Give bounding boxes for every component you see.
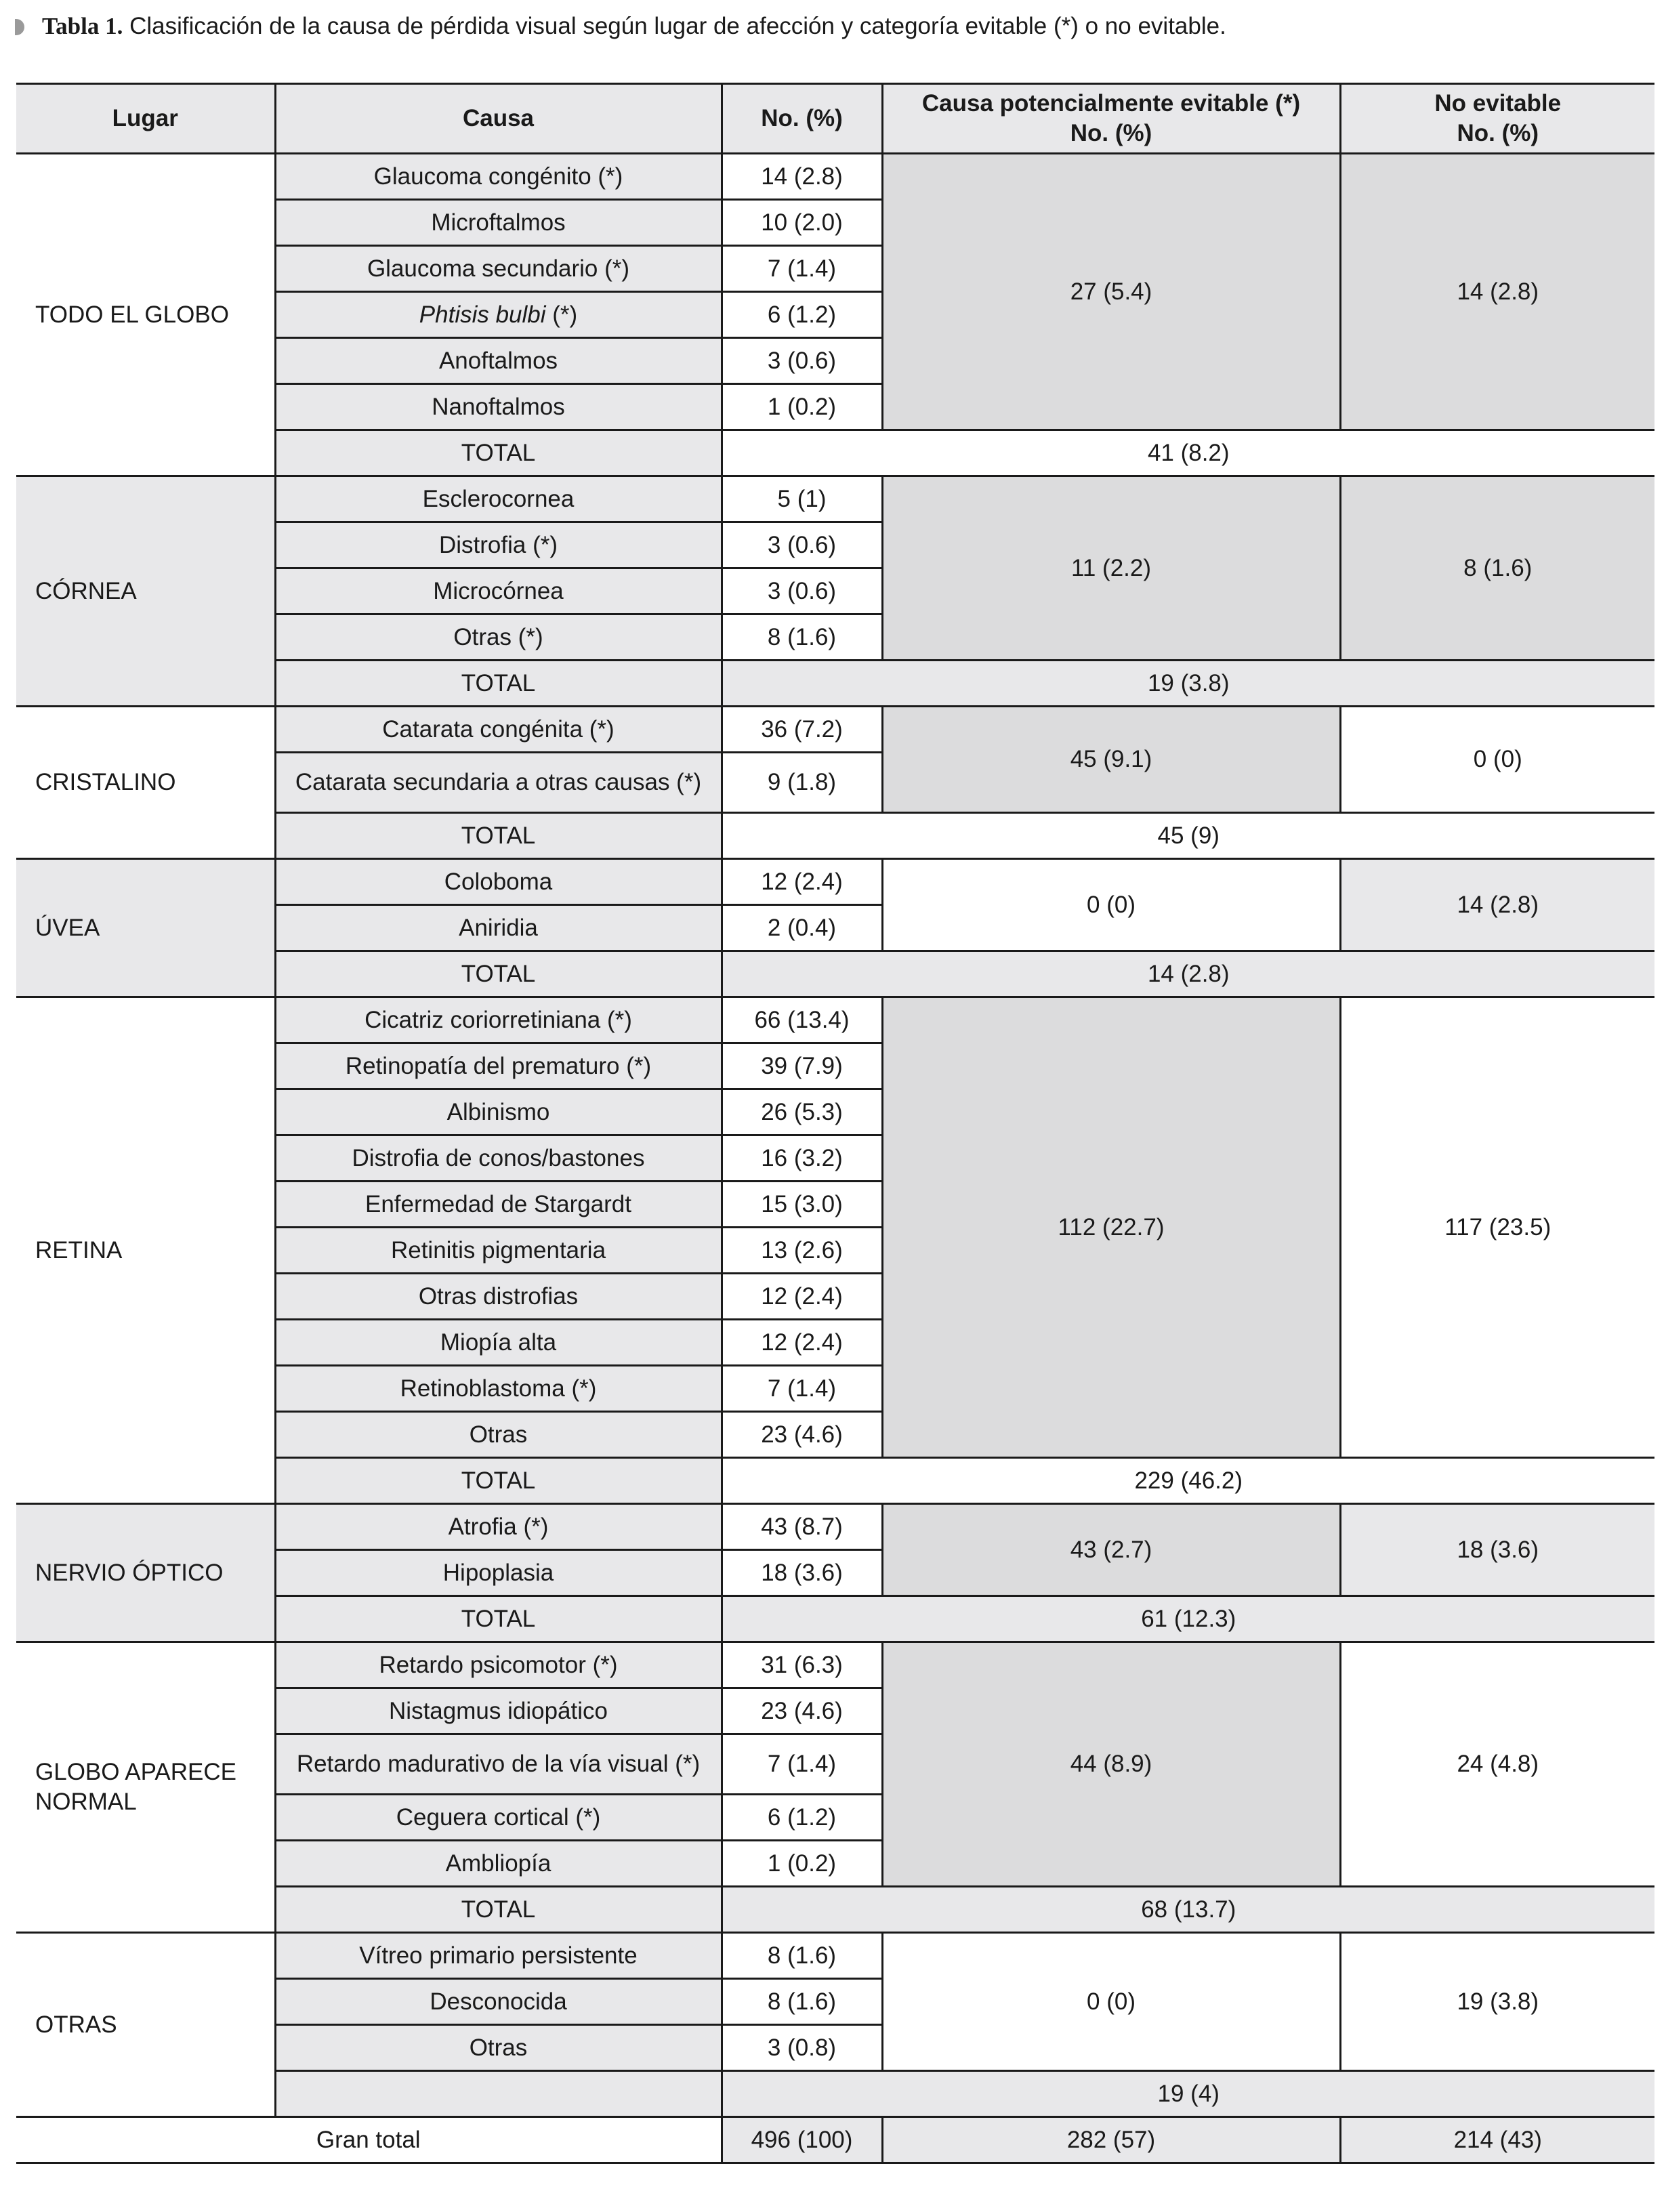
group-lugar: NERVIO ÓPTICO bbox=[16, 1504, 275, 1642]
count-cell: 3 (0.6) bbox=[722, 338, 882, 384]
grand-total-no: 496 (100) bbox=[722, 2117, 882, 2163]
count-cell: 5 (1) bbox=[722, 476, 882, 522]
cause-cell bbox=[275, 292, 722, 338]
cause-cell: Desconocida bbox=[275, 1979, 722, 2025]
count-cell: 12 (2.4) bbox=[722, 1320, 882, 1366]
cause-cell: Albinismo bbox=[275, 1089, 722, 1135]
cause-cell: Retinoblastoma (*) bbox=[275, 1366, 722, 1412]
header-no-evitable-line2: No. (%) bbox=[1457, 120, 1539, 146]
no-evitable-cell: 8 (1.6) bbox=[1340, 476, 1654, 661]
total-label: TOTAL bbox=[275, 430, 722, 476]
group-lugar: CRISTALINO bbox=[16, 707, 275, 859]
cause-cell: Ambliopía bbox=[275, 1841, 722, 1887]
no-evitable-cell: 0 (0) bbox=[1340, 707, 1654, 813]
cause-cell: Glaucoma secundario (*) bbox=[275, 246, 722, 292]
count-cell: 3 (0.6) bbox=[722, 522, 882, 568]
count-cell: 3 (0.8) bbox=[722, 2025, 882, 2071]
cause-cell: Ceguera cortical (*) bbox=[275, 1795, 722, 1841]
count-cell: 23 (4.6) bbox=[722, 1688, 882, 1734]
bullet-icon bbox=[15, 19, 24, 35]
header-evitable bbox=[882, 84, 1340, 154]
no-evitable-cell: 24 (4.8) bbox=[1340, 1642, 1654, 1887]
cause-cell: Otras (*) bbox=[275, 614, 722, 661]
cause-cell: Distrofia de conos/bastones bbox=[275, 1135, 722, 1182]
total-label: TOTAL bbox=[275, 1458, 722, 1504]
table-row bbox=[16, 1504, 1654, 1550]
cause-cell: Esclerocornea bbox=[275, 476, 722, 522]
count-cell: 31 (6.3) bbox=[722, 1642, 882, 1688]
causes-table bbox=[16, 83, 1654, 2164]
table-row bbox=[16, 1642, 1654, 1688]
count-cell: 10 (2.0) bbox=[722, 200, 882, 246]
evitable-cell: 43 (2.7) bbox=[882, 1504, 1340, 1596]
count-cell: 6 (1.2) bbox=[722, 1795, 882, 1841]
count-cell: 16 (3.2) bbox=[722, 1135, 882, 1182]
total-value: 229 (46.2) bbox=[722, 1458, 1654, 1504]
evitable-cell: 0 (0) bbox=[882, 1933, 1340, 2071]
caption-lead: Tabla 1. bbox=[42, 13, 123, 39]
evitable-cell: 45 (9.1) bbox=[882, 707, 1340, 813]
count-cell: 7 (1.4) bbox=[722, 1734, 882, 1795]
count-cell: 43 (8.7) bbox=[722, 1504, 882, 1550]
total-label: TOTAL bbox=[275, 1596, 722, 1642]
table-row bbox=[16, 476, 1654, 522]
cause-cell: Otras bbox=[275, 2025, 722, 2071]
no-evitable-cell: 14 (2.8) bbox=[1340, 859, 1654, 951]
cause-cell: Glaucoma congénito (*) bbox=[275, 154, 722, 200]
header-causa: Causa bbox=[275, 84, 722, 154]
header-row bbox=[16, 84, 1654, 154]
total-label: TOTAL bbox=[275, 661, 722, 707]
count-cell: 18 (3.6) bbox=[722, 1550, 882, 1596]
cause-cell: Retinopatía del prematuro (*) bbox=[275, 1043, 722, 1089]
group-lugar: TODO EL GLOBO bbox=[16, 154, 275, 476]
count-cell: 26 (5.3) bbox=[722, 1089, 882, 1135]
count-cell: 8 (1.6) bbox=[722, 614, 882, 661]
count-cell: 14 (2.8) bbox=[722, 154, 882, 200]
cause-cell: Hipoplasia bbox=[275, 1550, 722, 1596]
evitable-cell: 112 (22.7) bbox=[882, 997, 1340, 1458]
group-lugar: GLOBO APARECE NORMAL bbox=[16, 1642, 275, 1933]
cause-cell: Distrofia (*) bbox=[275, 522, 722, 568]
cause-suffix: (*) bbox=[545, 301, 578, 328]
no-evitable-cell: 14 (2.8) bbox=[1340, 154, 1654, 430]
cause-cell: Vítreo primario persistente bbox=[275, 1933, 722, 1979]
no-evitable-cell: 19 (3.8) bbox=[1340, 1933, 1654, 2071]
count-cell: 6 (1.2) bbox=[722, 292, 882, 338]
cause-cell: Atrofia (*) bbox=[275, 1504, 722, 1550]
cause-cell: Nistagmus idiopático bbox=[275, 1688, 722, 1734]
cause-cell: Miopía alta bbox=[275, 1320, 722, 1366]
grand-total-no-evitable: 214 (43) bbox=[1340, 2117, 1654, 2163]
caption-text: Clasificación de la causa de pérdida visual según lugar de afección y categoría evitable (*) o no evitable. bbox=[129, 13, 1226, 39]
cause-cell: Catarata congénita (*) bbox=[275, 707, 722, 753]
total-value: 45 (9) bbox=[722, 813, 1654, 859]
table-caption bbox=[15, 9, 1226, 43]
table-row bbox=[16, 707, 1654, 753]
grand-total-row bbox=[16, 2117, 1654, 2163]
count-cell: 2 (0.4) bbox=[722, 905, 882, 951]
header-lugar: Lugar bbox=[16, 84, 275, 154]
total-value: 41 (8.2) bbox=[722, 430, 1654, 476]
total-value: 61 (12.3) bbox=[722, 1596, 1654, 1642]
count-cell: 8 (1.6) bbox=[722, 1979, 882, 2025]
group-lugar: CÓRNEA bbox=[16, 476, 275, 707]
cause-cell: Aniridia bbox=[275, 905, 722, 951]
evitable-cell: 44 (8.9) bbox=[882, 1642, 1340, 1887]
header-evitable-line1: Causa potencialmente evitable (*) bbox=[921, 90, 1301, 117]
count-cell: 12 (2.4) bbox=[722, 859, 882, 905]
table-row bbox=[16, 154, 1654, 200]
header-no: No. (%) bbox=[722, 84, 882, 154]
group-lugar: RETINA bbox=[16, 997, 275, 1504]
count-cell: 9 (1.8) bbox=[722, 753, 882, 813]
count-cell: 7 (1.4) bbox=[722, 1366, 882, 1412]
no-evitable-cell: 18 (3.6) bbox=[1340, 1504, 1654, 1596]
evitable-cell: 11 (2.2) bbox=[882, 476, 1340, 661]
cause-cell: Enfermedad de Stargardt bbox=[275, 1182, 722, 1228]
cause-cell: Retinitis pigmentaria bbox=[275, 1228, 722, 1274]
header-evitable-line2: No. (%) bbox=[1070, 120, 1152, 146]
table-row bbox=[16, 859, 1654, 905]
total-value: 19 (4) bbox=[722, 2071, 1654, 2117]
count-cell: 1 (0.2) bbox=[722, 384, 882, 430]
no-evitable-cell: 117 (23.5) bbox=[1340, 997, 1654, 1458]
total-value: 14 (2.8) bbox=[722, 951, 1654, 997]
group-lugar: ÚVEA bbox=[16, 859, 275, 997]
cause-cell: Retardo psicomotor (*) bbox=[275, 1642, 722, 1688]
count-cell: 39 (7.9) bbox=[722, 1043, 882, 1089]
table-row bbox=[16, 1933, 1654, 1979]
count-cell: 3 (0.6) bbox=[722, 568, 882, 614]
header-no-evitable bbox=[1340, 84, 1654, 154]
cause-cell: Coloboma bbox=[275, 859, 722, 905]
cause-cell: Retardo madurativo de la vía visual (*) bbox=[275, 1734, 722, 1795]
grand-total-evitable: 282 (57) bbox=[882, 2117, 1340, 2163]
total-value: 68 (13.7) bbox=[722, 1887, 1654, 1933]
total-label bbox=[275, 2071, 722, 2117]
evitable-cell: 0 (0) bbox=[882, 859, 1340, 951]
cause-italic: Phtisis bulbi bbox=[419, 301, 546, 328]
total-label: TOTAL bbox=[275, 1887, 722, 1933]
table-row bbox=[16, 997, 1654, 1043]
cause-cell: Otras distrofias bbox=[275, 1274, 722, 1320]
total-value: 19 (3.8) bbox=[722, 661, 1654, 707]
count-cell: 15 (3.0) bbox=[722, 1182, 882, 1228]
count-cell: 13 (2.6) bbox=[722, 1228, 882, 1274]
group-lugar: OTRAS bbox=[16, 1933, 275, 2117]
cause-cell: Catarata secundaria a otras causas (*) bbox=[275, 753, 722, 813]
grand-total-label: Gran total bbox=[16, 2117, 722, 2163]
count-cell: 66 (13.4) bbox=[722, 997, 882, 1043]
cause-cell: Nanoftalmos bbox=[275, 384, 722, 430]
count-cell: 8 (1.6) bbox=[722, 1933, 882, 1979]
count-cell: 1 (0.2) bbox=[722, 1841, 882, 1887]
total-label: TOTAL bbox=[275, 951, 722, 997]
total-label: TOTAL bbox=[275, 813, 722, 859]
cause-cell: Microcórnea bbox=[275, 568, 722, 614]
count-cell: 23 (4.6) bbox=[722, 1412, 882, 1458]
evitable-cell: 27 (5.4) bbox=[882, 154, 1340, 430]
count-cell: 12 (2.4) bbox=[722, 1274, 882, 1320]
cause-cell: Microftalmos bbox=[275, 200, 722, 246]
header-no-evitable-line1: No evitable bbox=[1434, 90, 1562, 117]
count-cell: 7 (1.4) bbox=[722, 246, 882, 292]
cause-cell: Cicatriz coriorretiniana (*) bbox=[275, 997, 722, 1043]
cause-cell: Otras bbox=[275, 1412, 722, 1458]
count-cell: 36 (7.2) bbox=[722, 707, 882, 753]
cause-cell: Anoftalmos bbox=[275, 338, 722, 384]
